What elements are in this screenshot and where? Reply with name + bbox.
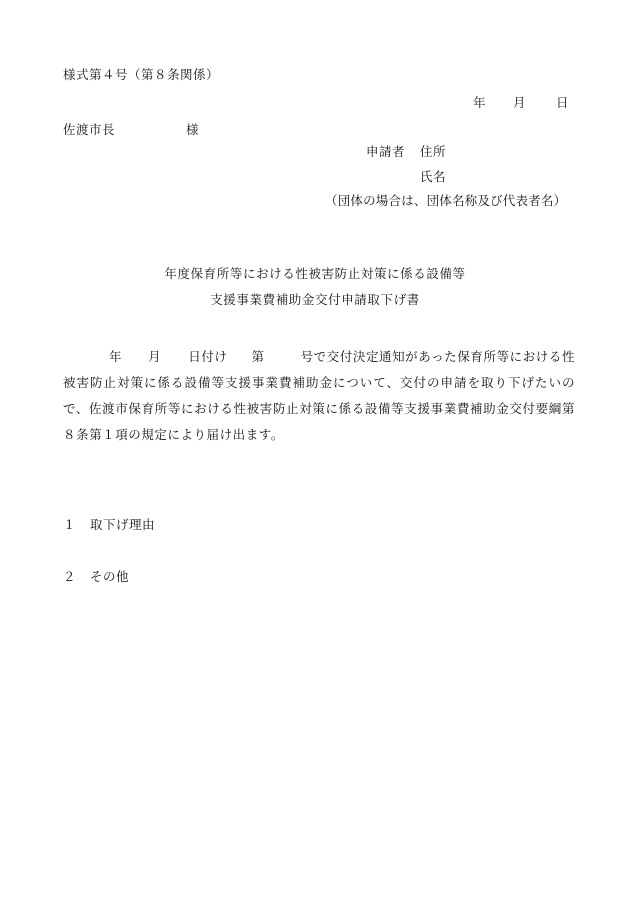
date-month-label: 月 [513,95,527,110]
body-text: 号で交付決定通知があった保育所等における性被害防止対策に係る設備等支援事業費補助金について、交付の申請を取り下げたいので、佐渡市保育所等における性被害防止対策に係る設備等支援事業費補助金交付要綱第８条第１項の規定により届け出ます。 [63,349,575,442]
applicant-name-label: 氏名 [420,169,447,184]
group-note: （団体の場合は、団体名称及び代表者名） [325,193,567,208]
list-item [63,519,155,532]
body-paragraph [63,344,575,448]
date-day-label: 日 [556,95,570,110]
body-day-dated: 日付け [188,349,228,364]
applicant-label: 申請者 [366,144,406,159]
item-number: １ [63,517,77,532]
applicant-address-label: 住所 [420,144,447,159]
addressee-honorific: 様 [186,122,200,137]
body-year: 年 [109,349,123,364]
addressee-name: 佐渡市長 [63,122,116,137]
body-month: 月 [148,349,162,364]
item-number: ２ [63,569,77,584]
item-label: 取下げ理由 [90,517,156,532]
document-title-line2: 支援事業費補助金交付申請取下げ書 [210,292,420,307]
body-dai: 第 [251,349,265,364]
form-number: 様式第４号（第８条関係） [63,67,220,82]
item-label: その他 [90,569,130,584]
list-item [63,571,129,584]
document-title-line1: 年度保育所等における性被害防止対策に係る設備等 [164,266,466,281]
date-year-label: 年 [473,95,487,110]
